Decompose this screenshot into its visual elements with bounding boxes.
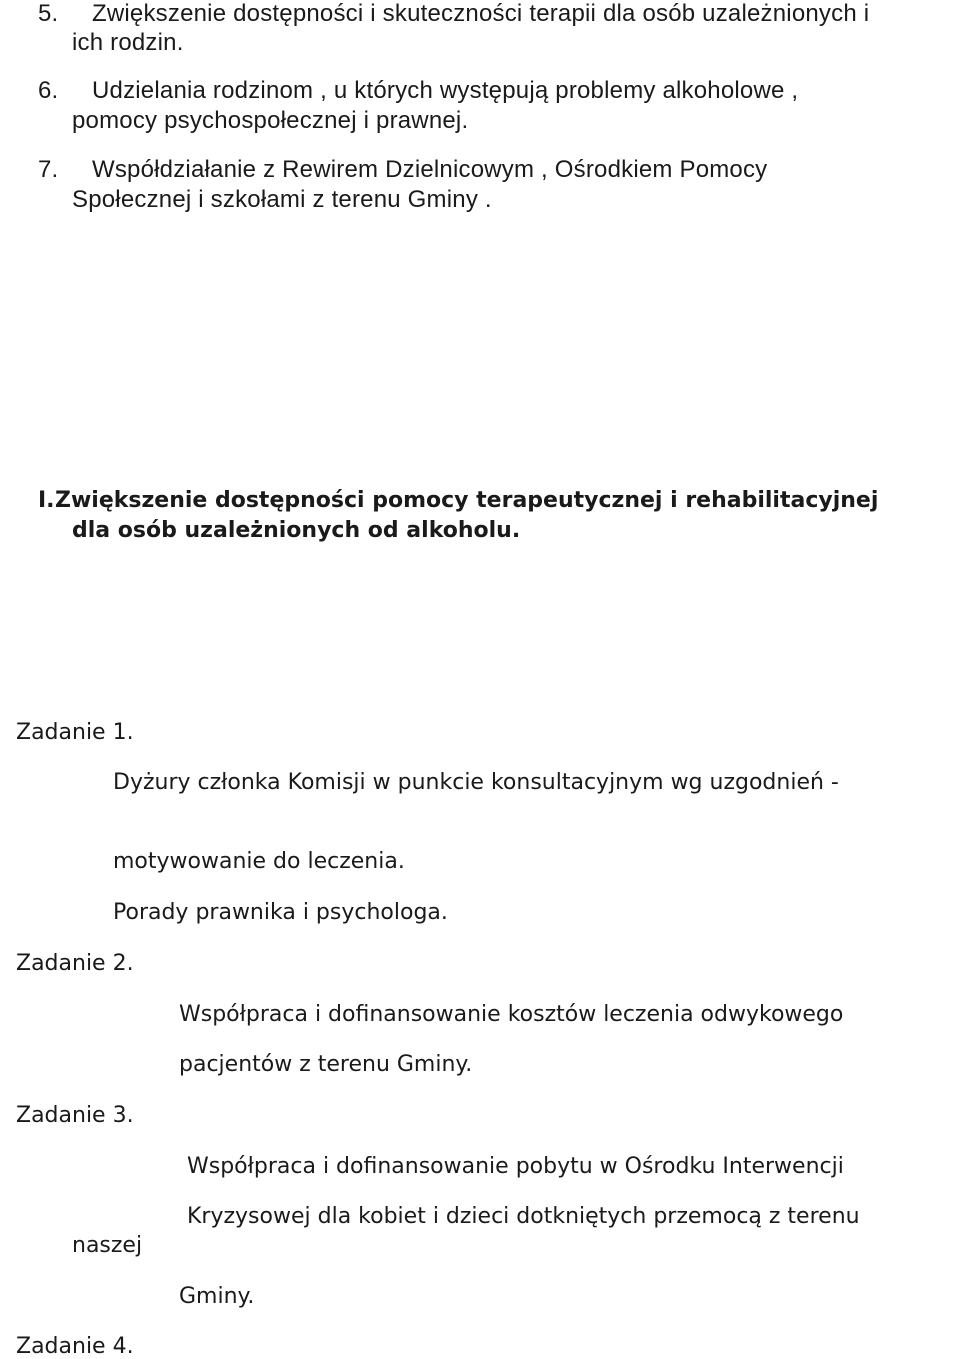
list-item-7-line2: Społecznej i szkołami z terenu Gminy . — [72, 186, 492, 213]
list-number-7: 7. — [38, 156, 59, 183]
list-number-5: 5. — [38, 0, 59, 27]
task-1-label: Zadanie 1. — [16, 720, 134, 745]
task-2-line2: pacjentów z terenu Gminy. — [179, 1052, 473, 1077]
task-3-label: Zadanie 3. — [16, 1103, 134, 1128]
task-3-line1: Współpraca i dofinansowanie pobytu w Ośrodku Interwencji — [187, 1154, 844, 1179]
task-1-line3: Porady prawnika i psychologa. — [113, 900, 448, 925]
list-item-5-line2: ich rodzin. — [72, 29, 184, 56]
section-number: I. — [38, 488, 55, 513]
section-heading-line1: Zwiększenie dostępności pomocy terapeutycznej i rehabilitacyjnej — [55, 488, 879, 513]
list-item-6-line1: Udzielania rodzinom , u których występują problemy alkoholowe , — [92, 77, 799, 104]
task-2-label: Zadanie 2. — [16, 951, 134, 976]
task-1-line2: motywowanie do leczenia. — [113, 849, 405, 874]
task-2-line1: Współpraca i dofinansowanie kosztów leczenia odwykowego — [179, 1002, 844, 1027]
section-heading-line2: dla osób uzależnionych od alkoholu. — [72, 518, 521, 543]
task-1-line1: Dyżury członka Komisji w punkcie konsultacyjnym wg uzgodnień - — [113, 770, 839, 795]
task-4-label: Zadanie 4. — [16, 1334, 134, 1359]
list-number-6: 6. — [38, 77, 59, 104]
task-3-line3: Gminy. — [179, 1284, 255, 1309]
list-item-6-line2: pomocy psychospołecznej i prawnej. — [72, 107, 469, 134]
list-item-5-line1: Zwiększenie dostępności i skuteczności terapii dla osób uzależnionych i — [92, 0, 870, 27]
task-3-word-naszej: naszej — [72, 1233, 143, 1258]
task-3-line2: Kryzysowej dla kobiet i dzieci dotkniętych przemocą z terenu — [187, 1204, 860, 1229]
list-item-7-line1: Współdziałanie z Rewirem Dzielnicowym , Ośrodkiem Pomocy — [92, 156, 768, 183]
